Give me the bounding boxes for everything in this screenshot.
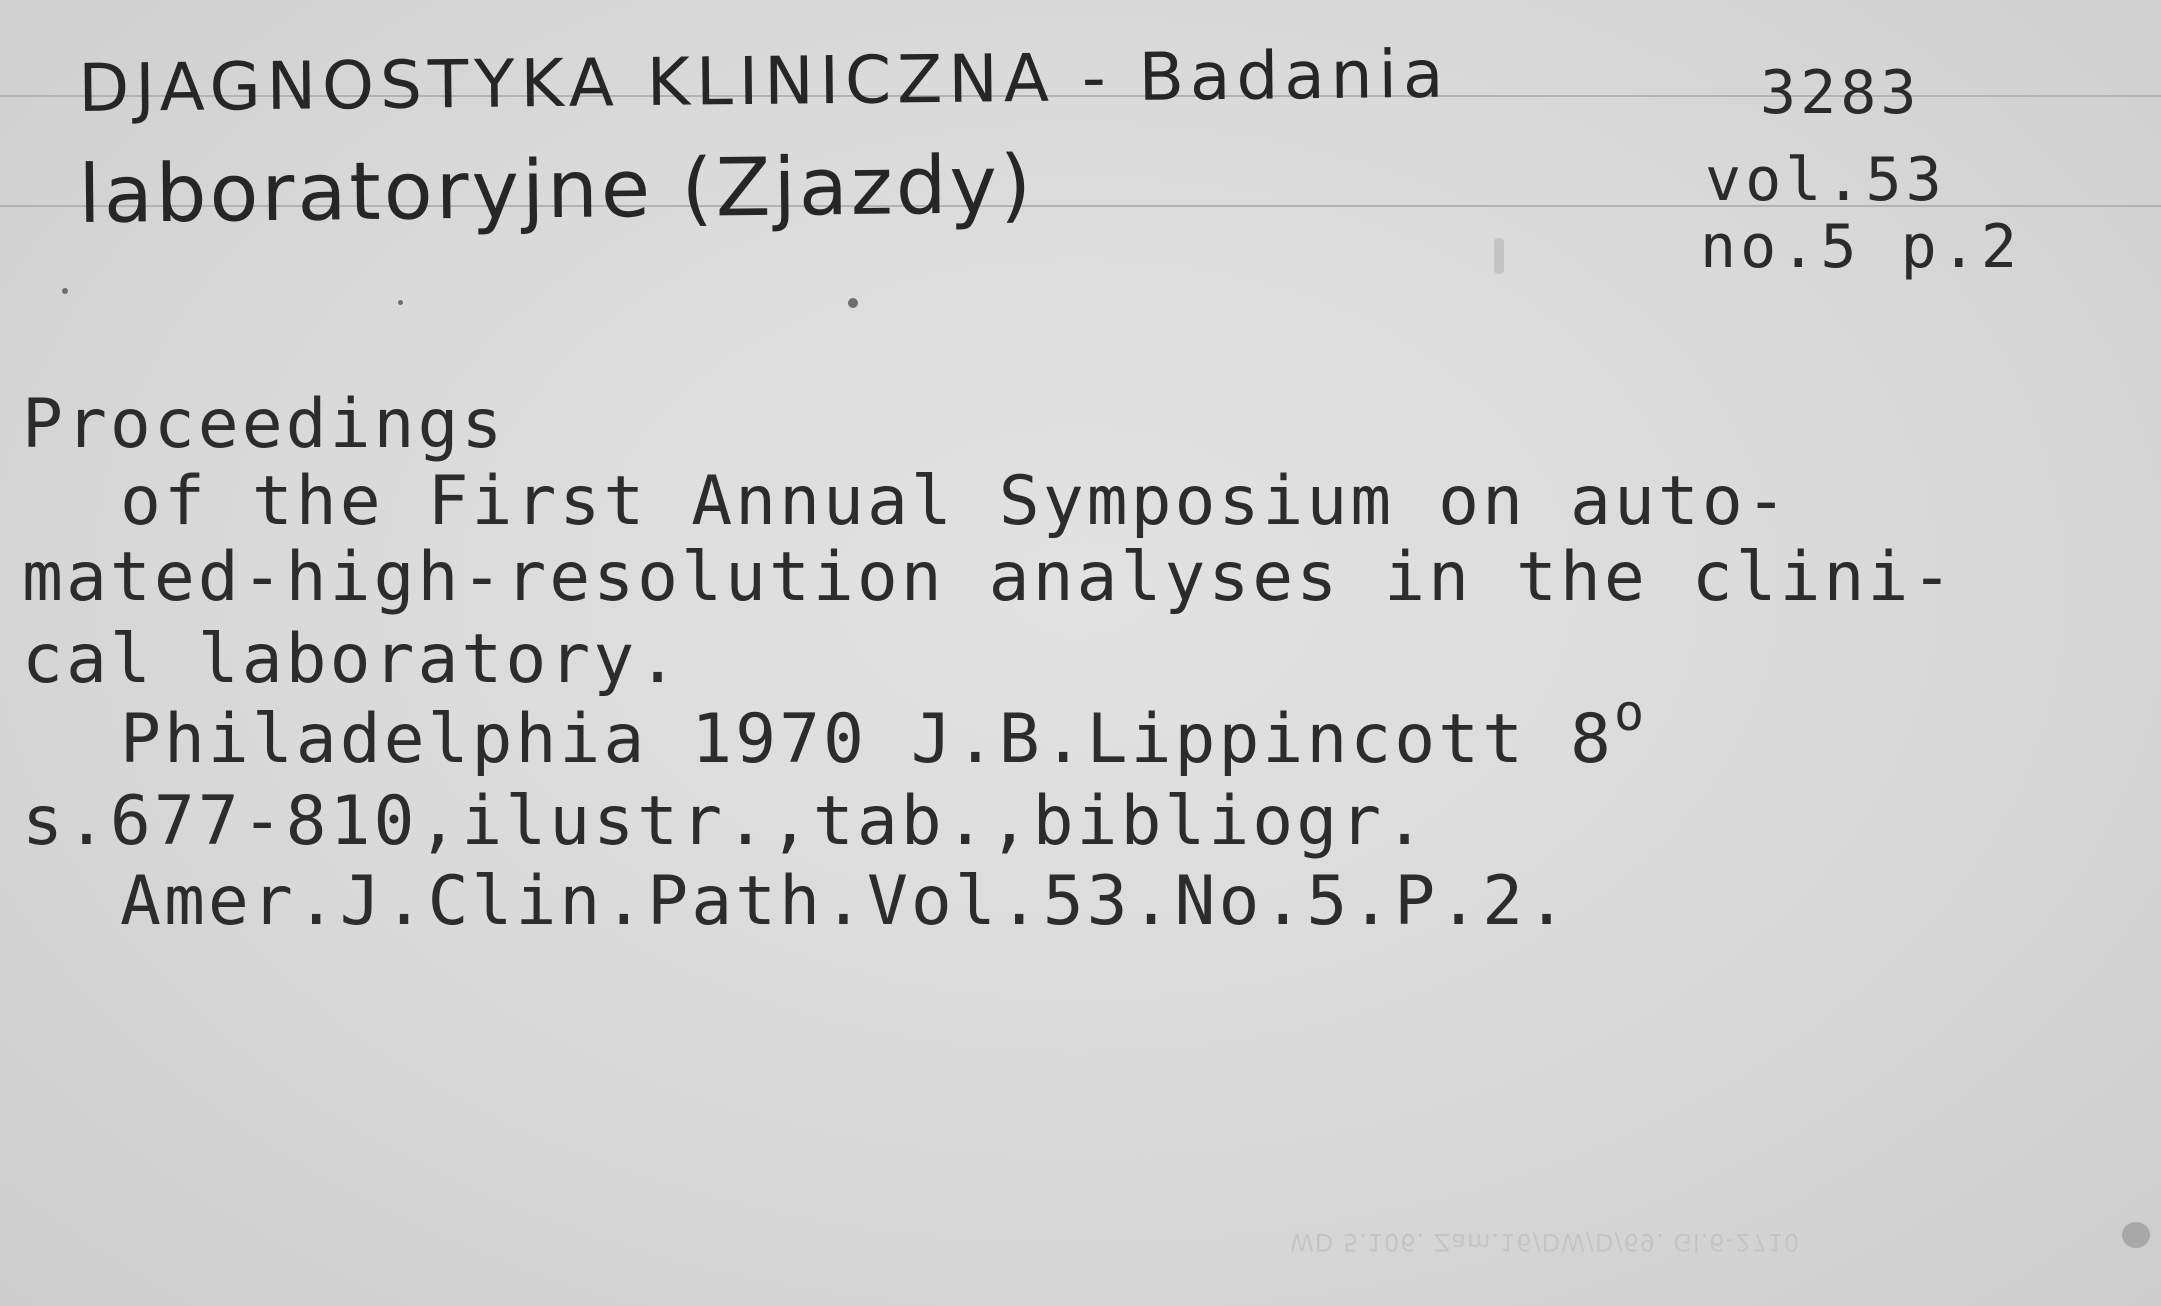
imprint-line [0, 684, 1648, 779]
speck-mark [62, 288, 68, 294]
volume-number: vol.53 [1705, 145, 1946, 215]
imprint-spacer [1526, 700, 1570, 779]
title-line-1: of the First Annual Symposium on auto- [120, 462, 1790, 541]
imprint-place-year-publisher: Philadelphia 1970 J.B.Lippincott [120, 700, 1527, 779]
mirrored-printer-imprint: WD 5.106. Zam.16/DW/D/69. Gl.6-2710 [1290, 1228, 1801, 1256]
subject-heading-line1: DJAGNOSTYKA KLINICZNA - Badania [78, 35, 1450, 127]
call-number: 3283 [1760, 58, 1921, 128]
issue-number: no.5 p.2 [1700, 212, 2021, 282]
imprint-format: 8 [1570, 700, 1614, 779]
title-line-3: cal laboratory. [22, 620, 682, 699]
speck-mark [1494, 238, 1504, 274]
speck-mark [848, 298, 858, 308]
speck-mark [398, 300, 403, 305]
series-note-line: Amer.J.Clin.Path.Vol.53.No.5.P.2. [120, 862, 1571, 941]
title-line-2: mated-high-resolution analyses in the clini- [22, 538, 1956, 617]
title-label: Proceedings [22, 385, 506, 464]
imprint-format-degree: o [1613, 684, 1648, 742]
speck-mark [2122, 1222, 2150, 1248]
subject-heading-line2: laboratoryjne (Zjazdy) [78, 137, 1035, 241]
collation-line: s.677-810,ilustr.,tab.,bibliogr. [22, 782, 1429, 861]
